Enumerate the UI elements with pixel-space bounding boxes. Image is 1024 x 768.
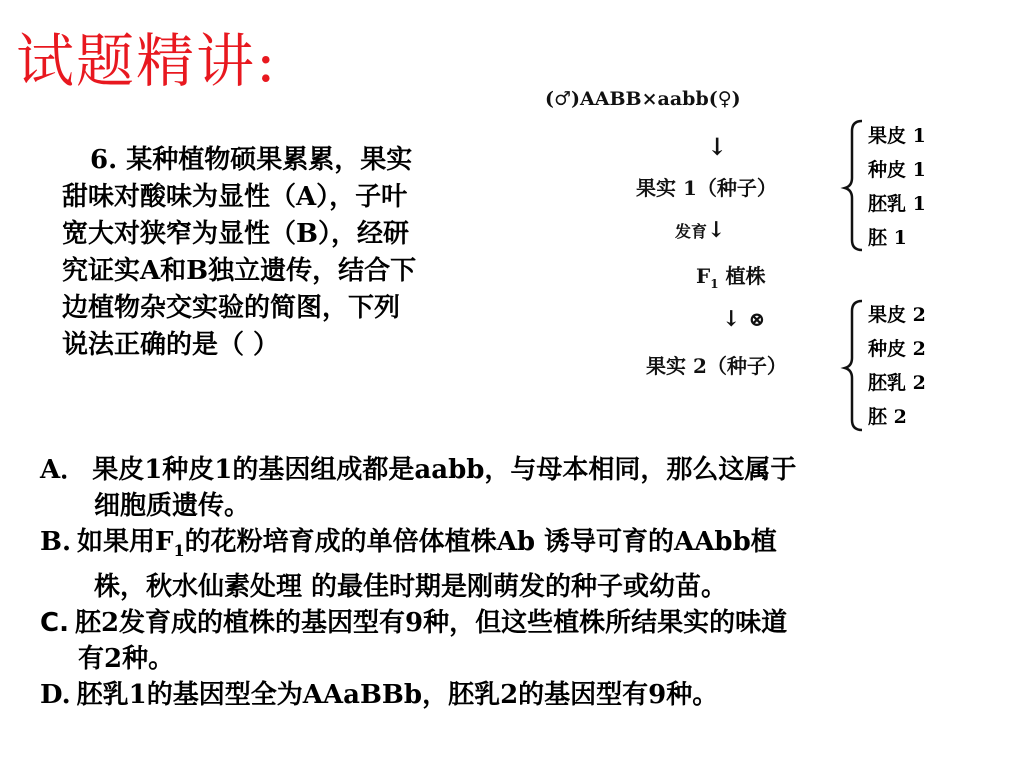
option-text: 的花粉培育成的单倍体植株Ab 诱导可育的AAbb植 — [184, 527, 777, 557]
parent-cross: (♂)AABB×aabb(♀) — [545, 88, 741, 110]
option-a — [40, 452, 1020, 524]
answer-options — [40, 452, 1020, 713]
option-text: 胚2发育成的植株的基因型有9种，但这些植株所结果实的味道 — [74, 608, 788, 639]
option-c — [40, 605, 1020, 677]
option-label: A． — [40, 455, 87, 485]
develop-label: 发育 — [675, 222, 708, 241]
part-item: 种皮 1 — [868, 159, 926, 181]
option-text: 果皮1种皮1的基因组成都是aabb，与母本相同，那么这属于 — [92, 455, 797, 485]
option-text: 如果用F — [77, 527, 174, 557]
stem-line-1: 6. 某种植物硕果累累，果实 — [90, 145, 413, 175]
part-item: 果皮 2 — [868, 304, 926, 326]
option-d — [40, 677, 1020, 713]
down-arrow-icon: ↓ — [707, 132, 728, 161]
fruit-2-label: 果实 2（种子） — [646, 354, 787, 378]
option-subscript: 1 — [173, 541, 185, 561]
fruit-2-parts — [868, 298, 926, 434]
fruit-1-label: 果实 1（种子） — [636, 176, 777, 200]
f1-subscript: 1 — [710, 277, 719, 291]
stem-line-2: 甜味对酸味为显性（A），子叶 — [62, 182, 408, 212]
part-item: 胚 1 — [868, 227, 907, 249]
part-item: 种皮 2 — [868, 338, 926, 360]
down-arrow-icon: ↓ — [707, 217, 726, 243]
stem-line-3: 宽大对狭窄为显性（B），经研 — [62, 219, 409, 249]
option-text-cont: 有2种。 — [78, 644, 175, 675]
stem-line-6: 说法正确的是（ ） — [62, 330, 280, 360]
option-b — [40, 524, 1020, 605]
part-item: 胚 2 — [868, 406, 907, 428]
brace-2-icon — [845, 301, 862, 430]
stem-line-4: 究证实A和B独立遗传，结合下 — [62, 256, 417, 286]
stem-line-5: 边植物杂交实验的简图，下列 — [62, 293, 401, 323]
part-item: 果皮 1 — [868, 125, 926, 147]
option-text: 胚乳1的基因型全为AAaBBb，胚乳2的基因型有9种。 — [76, 680, 719, 711]
selfing-step — [722, 306, 765, 332]
option-text-cont: 株，秋水仙素处理 的最佳时期是刚萌发的种子或幼苗。 — [94, 572, 728, 603]
slide-title: 试题精讲: — [16, 27, 278, 95]
option-label: C. — [40, 608, 69, 639]
develop-step — [675, 217, 725, 243]
down-arrow-icon: ↓ — [722, 306, 741, 332]
part-item: 胚乳 2 — [868, 372, 926, 394]
brace-1-icon — [845, 121, 862, 250]
option-label: D. — [40, 680, 71, 711]
selfing-symbol-icon: ⊗ — [748, 307, 766, 331]
f1-prefix: F — [696, 264, 711, 288]
fruit-1-parts — [868, 119, 926, 255]
question-stem — [62, 142, 532, 364]
part-item: 胚乳 1 — [868, 193, 926, 215]
f1-suffix: 植株 — [718, 264, 766, 288]
f1-plant-label — [696, 260, 766, 291]
option-label: B. — [40, 527, 72, 557]
option-text-cont: 细胞质遗传。 — [94, 491, 251, 521]
